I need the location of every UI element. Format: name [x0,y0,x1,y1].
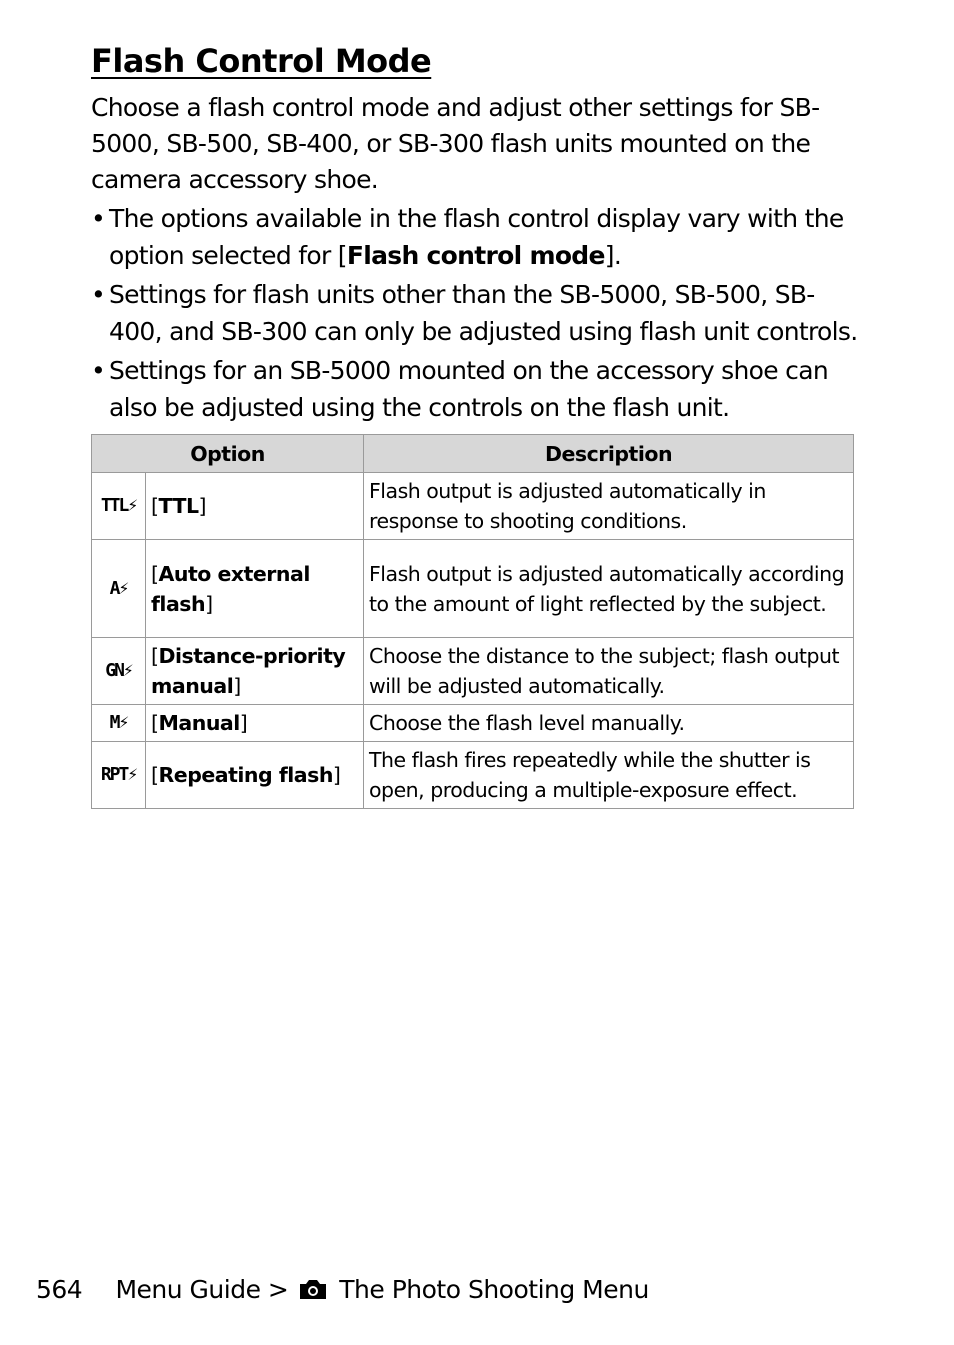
table-row [92,705,854,742]
option-cell: [TTL] [146,473,364,540]
description-cell: Choose the distance to the subject; flash output will be adjusted automatically. [364,638,854,705]
repeating-flash-icon: RPT⚡︎ [92,742,146,809]
bullet-icon: • [91,204,106,233]
note-item: • Settings for an SB-5000 mounted on the accessory shoe can also be adjusted using the controls on the flash unit. [91,353,861,426]
breadcrumb-photo-shooting-menu: The Photo Shooting Menu [339,1275,649,1304]
table-row [92,742,854,809]
page-number: 564 [36,1275,83,1304]
option-cell: [Manual] [146,705,364,742]
table-row [92,638,854,705]
description-cell: Flash output is adjusted automatically according to the amount of light reflected by the subject. [364,540,854,638]
distance-priority-manual-icon: GN⚡︎ [92,638,146,705]
notes-list [91,201,861,429]
page-title: Flash Control Mode [91,42,432,80]
option-column-header: Option [92,435,364,473]
description-cell: Flash output is adjusted automatically in response to shooting conditions. [364,473,854,540]
manual-flash-icon: M⚡︎ [92,705,146,742]
bullet-icon: • [91,356,106,385]
description-cell: Choose the flash level manually. [364,705,854,742]
description-cell: The flash fires repeatedly while the shutter is open, producing a multiple-exposure effect. [364,742,854,809]
table-header-row [92,435,854,473]
option-cell: [Distance-priority manual] [146,638,364,705]
table-row [92,473,854,540]
auto-external-flash-icon: A⚡︎ [92,540,146,638]
table-row [92,540,854,638]
flash-mode-table [91,434,854,809]
option-cell: [Auto external flash] [146,540,364,638]
camera-icon [298,1278,328,1300]
intro-paragraph: Choose a flash control mode and adjust other settings for SB-5000, SB-500, SB-400, or SB-300 flash units mounted on the camera accessory shoe. [91,93,820,194]
ttl-flash-icon: TTL⚡︎ [92,473,146,540]
note-item: • Settings for flash units other than the SB-5000, SB-500, SB-400, and SB-300 can only be adjusted using flash unit controls. [91,277,861,350]
note-item: • The options available in the flash control display vary with the option selected for [Flash control mode]. [91,201,861,274]
bullet-icon: • [91,280,106,309]
description-column-header: Description [364,435,854,473]
breadcrumb-menu-guide: Menu Guide > [115,1275,289,1304]
page-footer [36,1275,649,1304]
option-cell: [Repeating flash] [146,742,364,809]
